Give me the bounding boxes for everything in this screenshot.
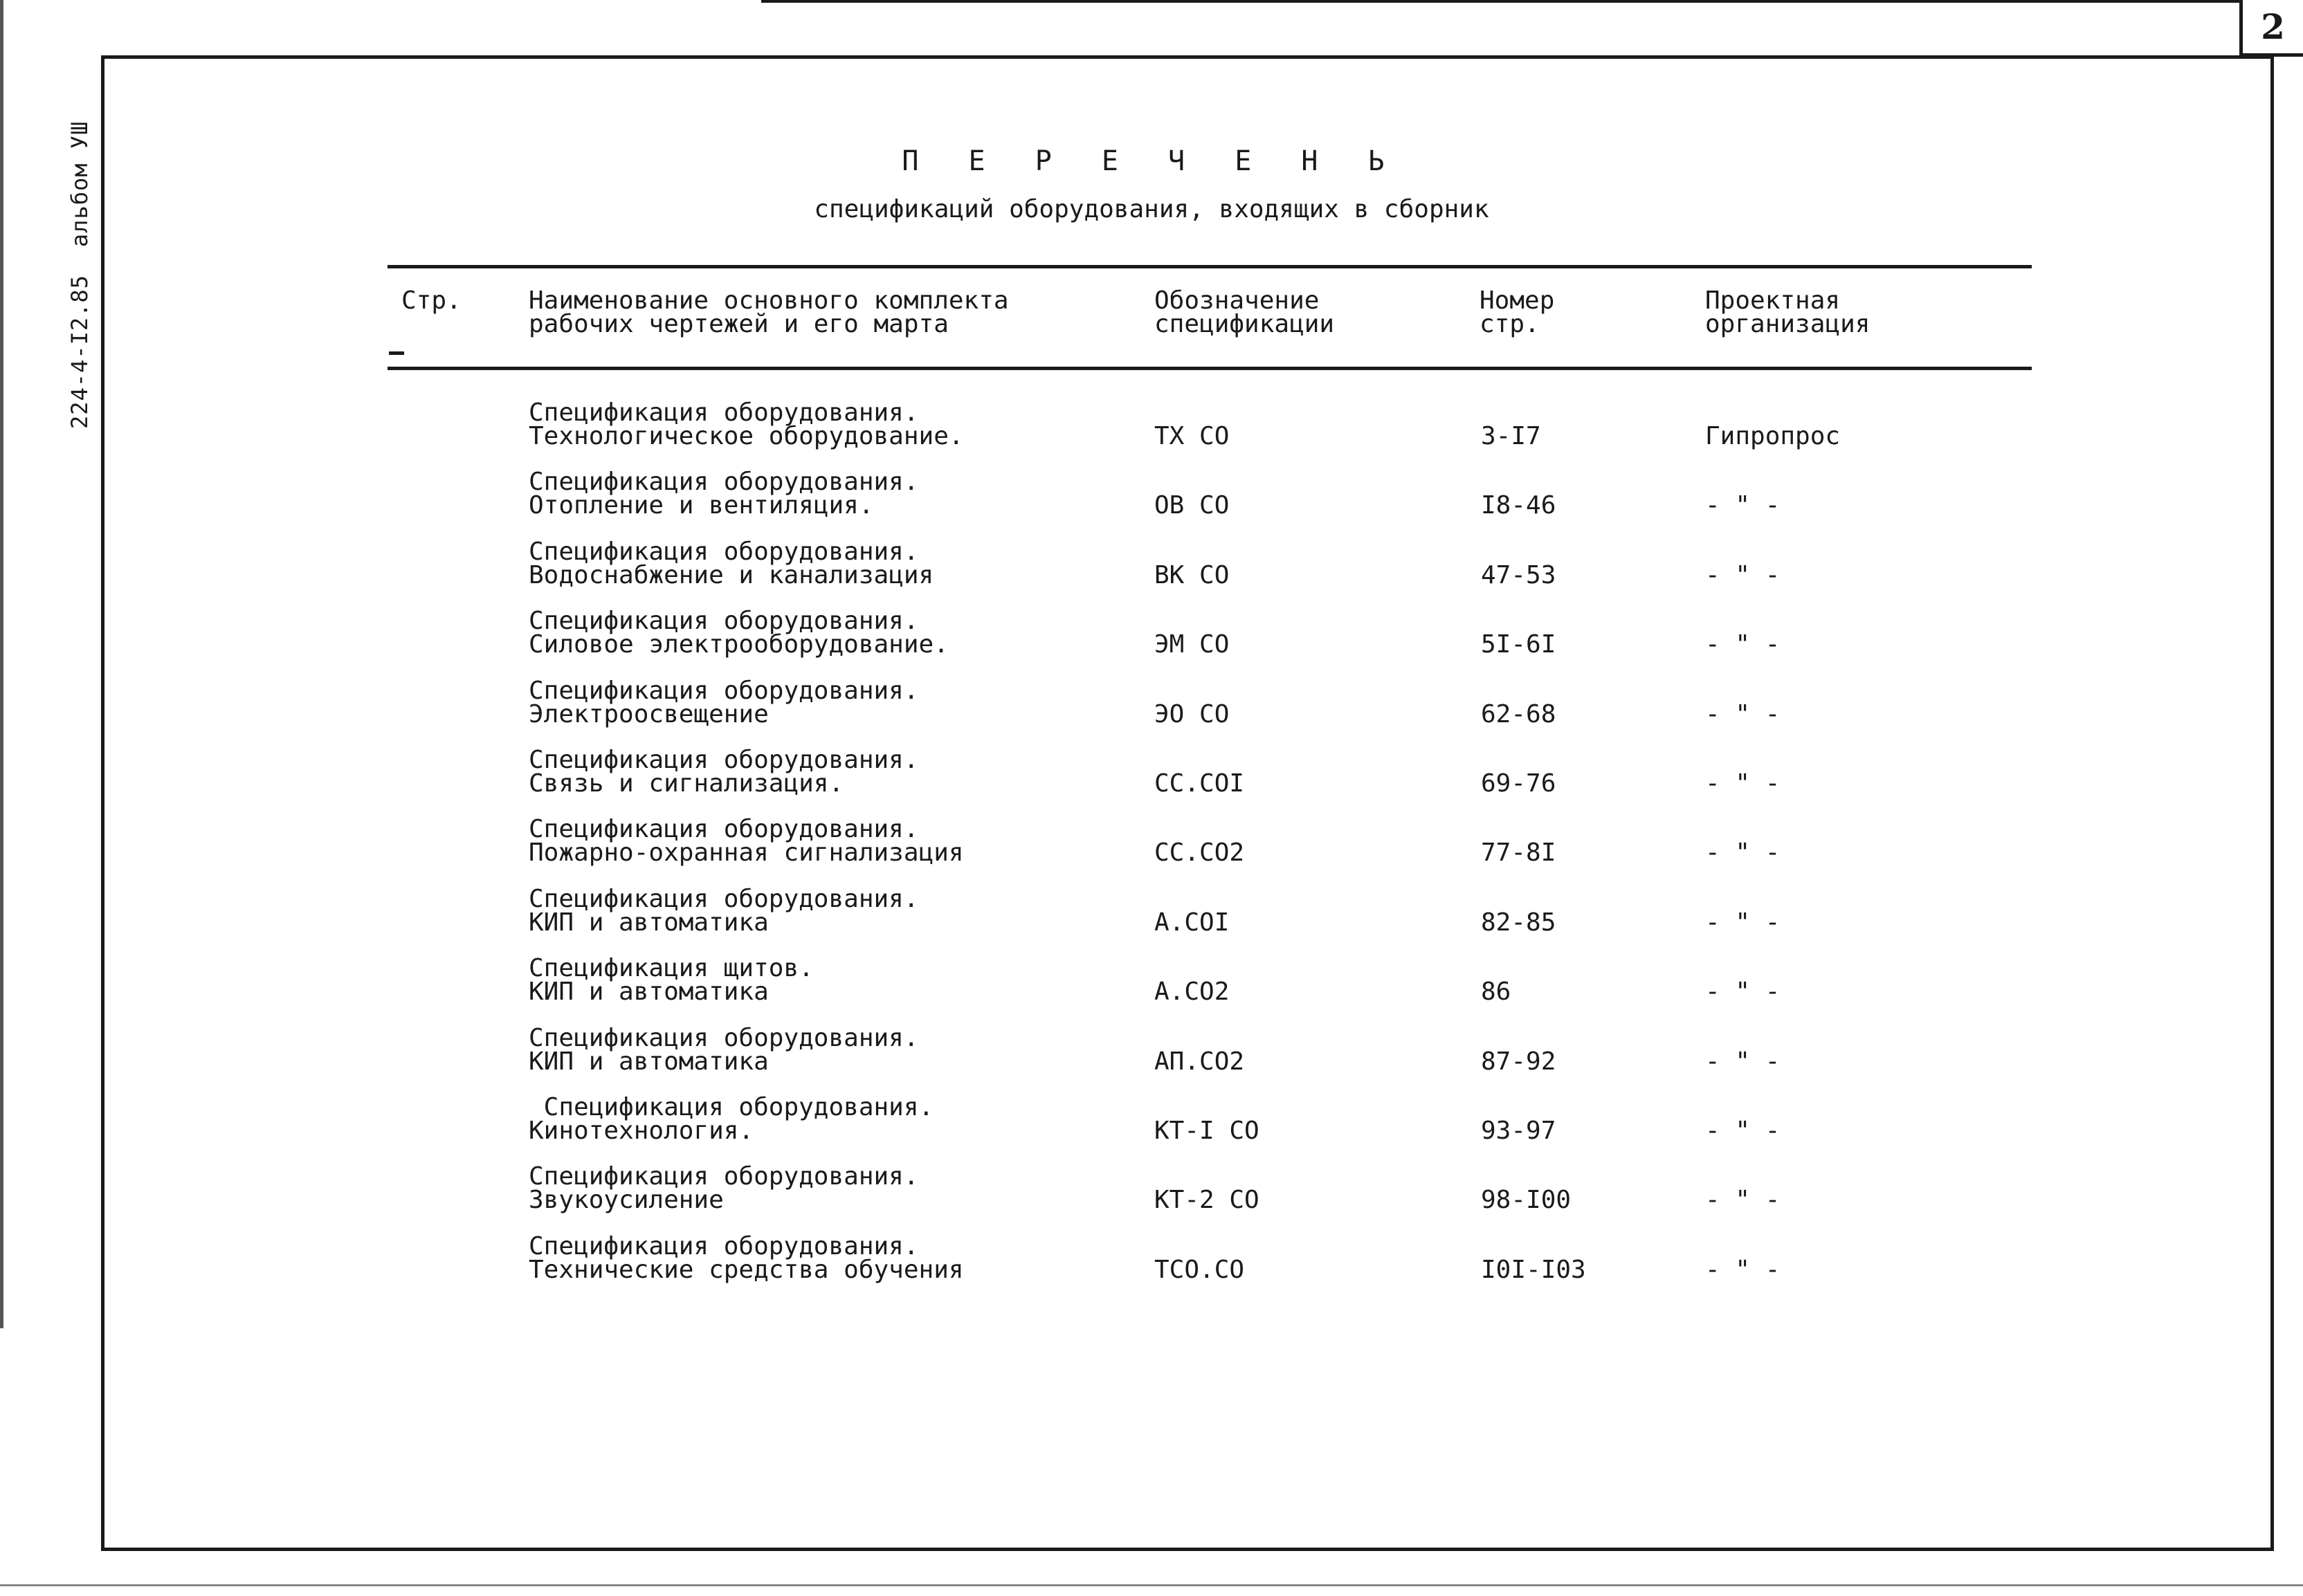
row-title: [529, 676, 919, 728]
row-title-line1: Спецификация оборудования.: [529, 884, 919, 913]
row-title-line1: Спецификация оборудования.: [529, 537, 919, 566]
row-organization: - " -: [1705, 560, 1781, 589]
table-header-rule: [388, 367, 2032, 370]
table-row: [0, 470, 2303, 540]
column-header-organization: Проектная организация: [1705, 286, 1870, 338]
row-title-line2: Водоснабжение и канализация: [529, 560, 934, 589]
row-title-line2: КИП и автоматика: [529, 1047, 769, 1076]
row-title-line2: Отопление и вентиляция.: [529, 491, 874, 520]
row-organization: - " -: [1705, 908, 1781, 937]
row-title: [529, 1162, 919, 1215]
row-title-line1: Спецификация оборудования.: [529, 676, 919, 705]
row-designation: СС.СО2: [1154, 838, 1245, 868]
row-title-line1: Спецификация щитов.: [529, 954, 814, 983]
row-organization: Гипропрос: [1705, 422, 1841, 450]
row-title: [529, 1093, 934, 1145]
column-header-page: Стр.: [401, 286, 462, 315]
row-title: [529, 609, 949, 657]
row-title-line2: Связь и сигнализация.: [529, 769, 844, 798]
row-designation: А.СОI: [1154, 908, 1230, 937]
row-title: [529, 815, 964, 868]
row-designation: АП.СО2: [1154, 1047, 1245, 1076]
column-header-designation: Обозначение спецификации: [1154, 286, 1335, 338]
row-organization: - " -: [1705, 978, 1781, 1007]
row-title-line1: Спецификация оборудования.: [529, 1162, 919, 1191]
row-page-range: 87-92: [1481, 1047, 1556, 1076]
row-designation: ЭО СО: [1154, 699, 1230, 728]
side-stamp-album: альбом УШ: [66, 120, 93, 248]
row-title-line2: Пожарно-охранная сигнализация: [529, 838, 964, 868]
row-designation: КТ-2 СО: [1154, 1186, 1259, 1215]
row-designation: А.СО2: [1154, 978, 1230, 1007]
row-organization: - " -: [1705, 838, 1781, 868]
row-page-range: 98-I00: [1481, 1186, 1572, 1215]
row-title-line2: КИП и автоматика: [529, 978, 769, 1007]
row-title: [529, 398, 964, 450]
row-title-line2: Технические средства обучения: [529, 1255, 964, 1284]
column-header-page-number: Номер стр.: [1480, 286, 1555, 338]
header-dash: [389, 351, 404, 355]
row-organization: - " -: [1705, 1255, 1781, 1284]
bottom-edge-line: [0, 1584, 2303, 1586]
row-page-range: 77-8I: [1481, 838, 1556, 868]
row-title-line1: Спецификация оборудования.: [529, 607, 919, 636]
document-title-text: П Е Р Е Ч Е Н Ь: [902, 145, 1401, 177]
row-designation: ТСО.СО: [1154, 1255, 1245, 1284]
row-designation: ЭМ СО: [1154, 630, 1230, 659]
table-row: [0, 954, 2303, 1026]
row-title-line1: Спецификация оборудования.: [529, 1231, 919, 1260]
table-row: [0, 1093, 2303, 1165]
row-title-line1: Спецификация оборудования.: [529, 1093, 934, 1121]
row-page-range: 86: [1481, 978, 1511, 1007]
table-row: [0, 398, 2303, 470]
row-title-line2: Технологическое оборудование.: [529, 422, 964, 450]
row-designation: ВК СО: [1154, 560, 1230, 589]
row-page-range: 82-85: [1481, 908, 1556, 937]
table-row: [0, 1023, 2303, 1096]
table-row: [0, 1231, 2303, 1304]
row-page-range: 5I-6I: [1481, 630, 1556, 659]
row-page-range: 47-53: [1481, 560, 1556, 589]
row-title-line2: Кинотехнология.: [529, 1117, 754, 1145]
row-page-range: 62-68: [1481, 699, 1556, 728]
page-number: 2: [2261, 6, 2285, 47]
column-header-name: Наименование основного комплекта рабочих чертежей и его марта: [529, 286, 1009, 338]
row-organization: - " -: [1705, 1117, 1781, 1145]
row-designation: ОВ СО: [1154, 491, 1230, 520]
table-row: [0, 676, 2303, 749]
row-designation: СС.СОI: [1154, 769, 1245, 798]
row-title: [529, 1231, 964, 1284]
table-row: [0, 746, 2303, 818]
row-title: [529, 884, 919, 937]
document-title: [0, 145, 2303, 177]
row-designation: КТ-I СО: [1154, 1117, 1259, 1145]
table-row: [0, 1162, 2303, 1234]
row-title-line1: Спецификация оборудования.: [529, 1023, 919, 1052]
row-page-range: 3-I7: [1481, 422, 1541, 450]
table-row: [0, 884, 2303, 957]
side-stamp-code: 224-4-I2.85: [66, 275, 93, 429]
row-organization: - " -: [1705, 1047, 1781, 1076]
row-title-line2: Силовое электрооборудование.: [529, 630, 949, 659]
row-page-range: 69-76: [1481, 769, 1556, 798]
row-title-line2: Звукоусиление: [529, 1186, 724, 1215]
row-title: [529, 954, 814, 1007]
row-title-line1: Спецификация оборудования.: [529, 815, 919, 844]
row-title-line2: Электроосвещение: [529, 699, 769, 728]
row-organization: - " -: [1705, 630, 1781, 659]
row-title-line1: Спецификация оборудования.: [529, 468, 919, 497]
row-title: [529, 1023, 919, 1076]
row-page-range: 93-97: [1481, 1117, 1556, 1145]
row-title: [529, 537, 934, 589]
row-title-line1: Спецификация оборудования.: [529, 398, 919, 427]
table-row: [0, 537, 2303, 609]
row-title-line2: КИП и автоматика: [529, 908, 769, 937]
table-row: [0, 815, 2303, 887]
row-page-range: I0I-I03: [1481, 1255, 1586, 1284]
table-row: [0, 609, 2303, 679]
row-organization: - " -: [1705, 769, 1781, 798]
row-organization: - " -: [1705, 491, 1781, 520]
row-title: [529, 468, 919, 520]
document-subtitle: спецификаций оборудования, входящих в сборник: [814, 195, 1489, 223]
row-organization: - " -: [1705, 1186, 1781, 1215]
table-top-rule: [388, 265, 2032, 268]
page-number-box: [2239, 0, 2303, 57]
row-organization: - " -: [1705, 699, 1781, 728]
row-page-range: I8-46: [1481, 491, 1556, 520]
row-title: [529, 746, 919, 798]
row-title-line1: Спецификация оборудования.: [529, 746, 919, 774]
row-designation: ТХ СО: [1154, 422, 1230, 450]
top-border-line: [761, 0, 2239, 3]
